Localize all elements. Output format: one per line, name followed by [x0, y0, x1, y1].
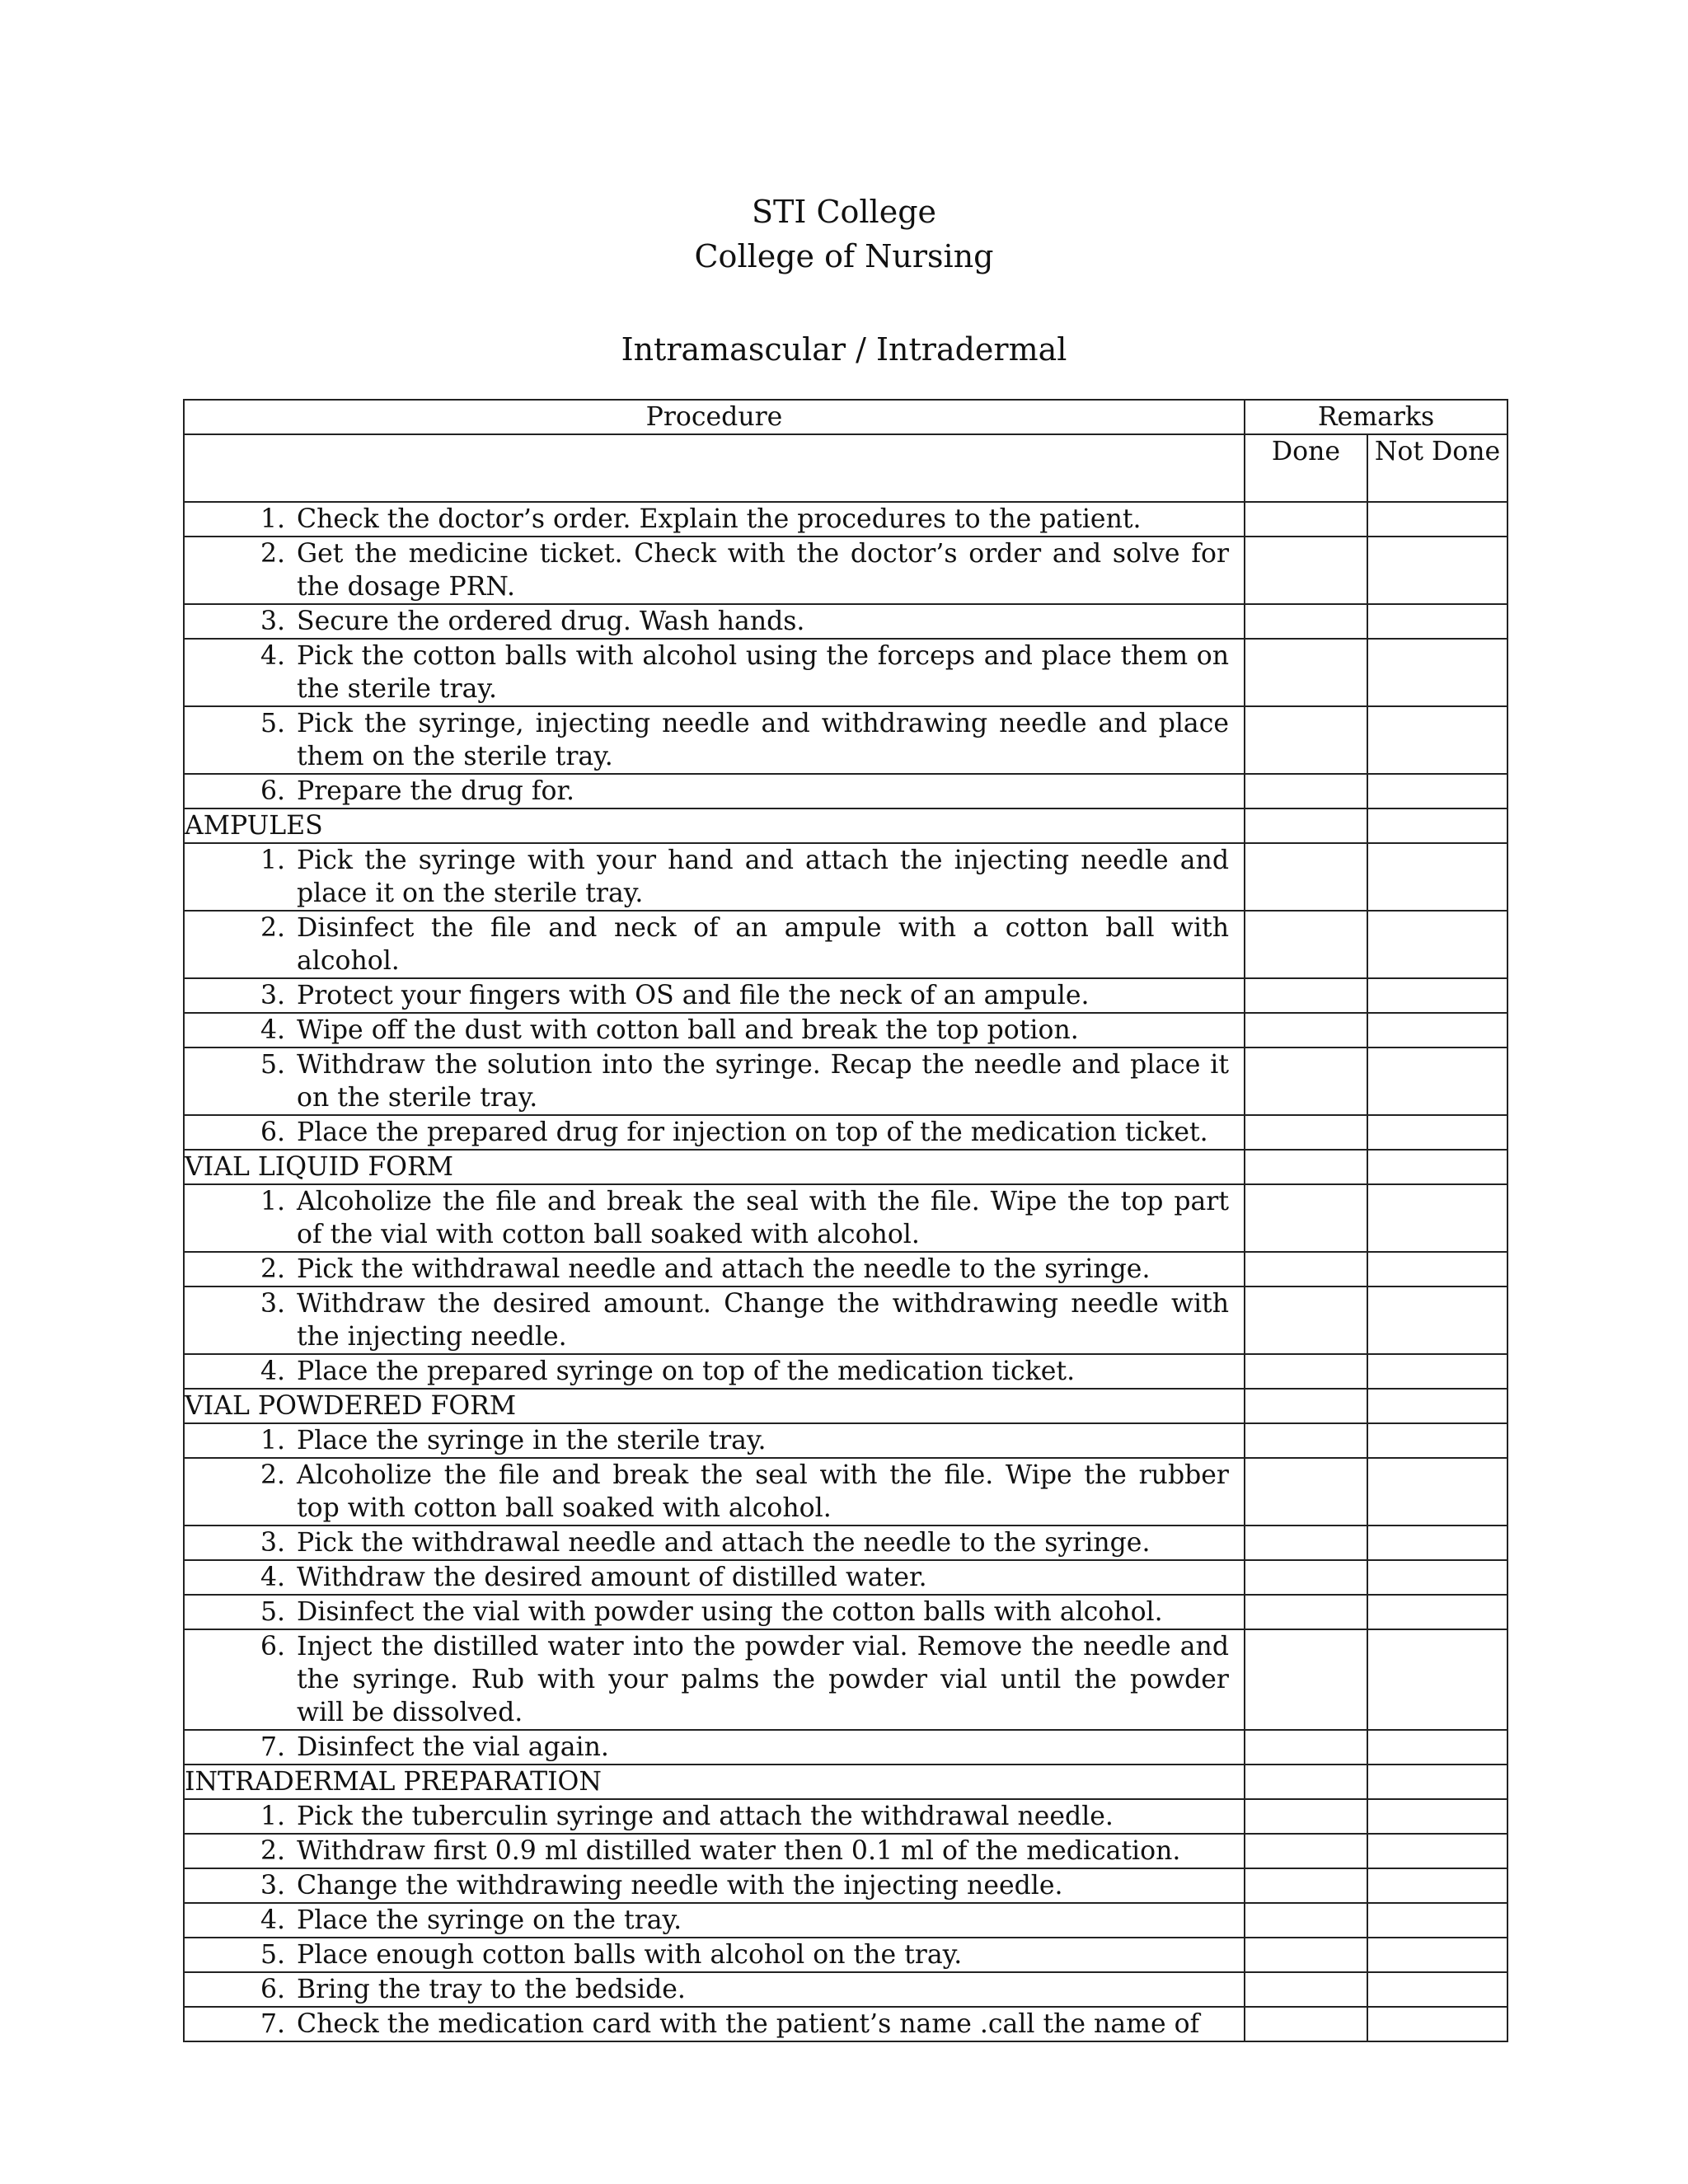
table-row	[184, 1972, 1507, 2007]
step-item	[185, 1835, 1244, 1868]
step-text: Bring the tray to the bedside.	[297, 1975, 686, 2004]
not-done-cell[interactable]	[1367, 1013, 1507, 1047]
step-number: 5.	[260, 709, 285, 738]
done-cell[interactable]	[1245, 1286, 1367, 1354]
done-cell[interactable]	[1245, 1150, 1367, 1184]
table-row	[184, 1047, 1507, 1115]
procedure-step	[184, 537, 1245, 604]
not-done-cell[interactable]	[1367, 1526, 1507, 1560]
step-number: 4.	[260, 1905, 285, 1935]
step-text: Check the doctor’s order. Explain the procedures to the patient.	[297, 504, 1142, 534]
step-number: 2.	[260, 1836, 285, 1866]
not-done-cell[interactable]	[1367, 1389, 1507, 1423]
not-done-cell[interactable]	[1367, 1423, 1507, 1458]
done-cell[interactable]	[1245, 639, 1367, 706]
table-row	[184, 1834, 1507, 1868]
procedure-step	[184, 604, 1245, 639]
done-cell[interactable]	[1245, 1595, 1367, 1629]
step-number: 4.	[260, 1015, 285, 1045]
step-text: Prepare the drug for.	[297, 776, 575, 806]
step-text: Inject the distilled water into the powder vial. Remove the needle and the syringe. Rub with your palms the powder vial until the powder will be dissolved.	[297, 1632, 1229, 1727]
done-cell[interactable]	[1245, 1560, 1367, 1595]
step-number: 5.	[260, 1940, 285, 1970]
not-done-cell[interactable]	[1367, 1047, 1507, 1115]
step-item	[185, 1596, 1244, 1629]
procedure-step	[184, 1595, 1245, 1629]
done-cell[interactable]	[1245, 1903, 1367, 1938]
not-done-cell[interactable]	[1367, 808, 1507, 843]
step-number: 3.	[260, 981, 285, 1010]
procedure-step	[184, 1560, 1245, 1595]
done-cell[interactable]	[1245, 1868, 1367, 1903]
section-heading: INTRADERMAL PREPARATION	[184, 1765, 1245, 1799]
procedure-step	[184, 1458, 1245, 1526]
done-cell[interactable]	[1245, 1799, 1367, 1834]
step-item	[185, 1287, 1244, 1353]
step-item	[185, 503, 1244, 536]
table-row	[184, 537, 1507, 604]
step-item	[185, 844, 1244, 910]
step-item	[185, 1630, 1244, 1729]
procedure-step	[184, 1629, 1245, 1730]
procedure-subheader-blank	[184, 434, 1245, 502]
step-number: 1.	[260, 1802, 285, 1831]
done-cell[interactable]	[1245, 1730, 1367, 1765]
done-cell[interactable]	[1245, 1047, 1367, 1115]
not-done-cell[interactable]	[1367, 1972, 1507, 2007]
step-number: 3.	[260, 1871, 285, 1900]
not-done-cell[interactable]	[1367, 911, 1507, 978]
done-cell[interactable]	[1245, 1423, 1367, 1458]
table-row	[184, 502, 1507, 537]
step-text: Pick the syringe with your hand and attach the injecting needle and place it on the sterile tray.	[297, 846, 1229, 908]
not-done-cell[interactable]	[1367, 1629, 1507, 1730]
procedure-step	[184, 1286, 1245, 1354]
step-item	[185, 707, 1244, 773]
step-number: 4.	[260, 1357, 285, 1386]
step-item	[185, 1800, 1244, 1833]
done-cell[interactable]	[1245, 2007, 1367, 2041]
step-text: Pick the syringe, injecting needle and withdrawing needle and place them on the sterile tray.	[297, 709, 1229, 771]
step-item	[185, 1561, 1244, 1594]
remarks-header: Remarks	[1245, 400, 1507, 434]
done-cell[interactable]	[1245, 1458, 1367, 1526]
step-number: 1.	[260, 1187, 285, 1216]
procedure-step	[184, 1730, 1245, 1765]
procedure-step	[184, 978, 1245, 1013]
not-done-cell[interactable]	[1367, 1595, 1507, 1629]
done-cell[interactable]	[1245, 808, 1367, 843]
not-done-cell[interactable]	[1367, 774, 1507, 808]
procedure-step	[184, 639, 1245, 706]
table-row	[184, 1354, 1507, 1389]
step-number: 6.	[260, 1632, 285, 1661]
step-item	[185, 1869, 1244, 1902]
not-done-cell[interactable]	[1367, 1115, 1507, 1150]
step-text: Place enough cotton balls with alcohol on the tray.	[297, 1940, 963, 1970]
section-row	[184, 1389, 1507, 1423]
table-row	[184, 1013, 1507, 1047]
step-item	[185, 1014, 1244, 1047]
not-done-cell[interactable]	[1367, 1938, 1507, 1972]
section-row	[184, 808, 1507, 843]
step-text: Place the prepared syringe on top of the medication ticket.	[297, 1357, 1076, 1386]
step-item	[185, 640, 1244, 705]
not-done-cell[interactable]	[1367, 639, 1507, 706]
done-cell[interactable]	[1245, 604, 1367, 639]
not-done-cell[interactable]	[1367, 1286, 1507, 1354]
done-cell[interactable]	[1245, 706, 1367, 774]
step-number: 1.	[260, 1426, 285, 1455]
step-text: Pick the tuberculin syringe and attach the withdrawal needle.	[297, 1802, 1114, 1831]
procedure-step	[184, 774, 1245, 808]
not-done-cell[interactable]	[1367, 1730, 1507, 1765]
step-text: Wipe off the dust with cotton ball and break the top potion.	[297, 1015, 1079, 1045]
procedure-step	[184, 1834, 1245, 1868]
step-text: Disinfect the vial with powder using the cotton balls with alcohol.	[297, 1597, 1163, 1627]
step-text: Place the prepared drug for injection on top of the medication ticket.	[297, 1118, 1208, 1147]
section-heading: VIAL POWDERED FORM	[184, 1389, 1245, 1423]
section-heading: AMPULES	[184, 808, 1245, 843]
not-done-cell[interactable]	[1367, 1868, 1507, 1903]
step-number: 2.	[260, 1460, 285, 1490]
step-item	[185, 1424, 1244, 1457]
step-number: 5.	[260, 1050, 285, 1080]
table-row	[184, 1595, 1507, 1629]
procedure-checklist-table	[183, 399, 1508, 2042]
step-text: Protect your fingers with OS and file the neck of an ampule.	[297, 981, 1090, 1010]
table-row	[184, 706, 1507, 774]
done-cell[interactable]	[1245, 1354, 1367, 1389]
step-text: Withdraw the desired amount of distilled water.	[297, 1563, 927, 1592]
step-text: Pick the withdrawal needle and attach the needle to the syringe.	[297, 1254, 1151, 1284]
table-row	[184, 1115, 1507, 1150]
procedure-step	[184, 1252, 1245, 1286]
procedure-step	[184, 1354, 1245, 1389]
step-item	[185, 1904, 1244, 1937]
not-done-cell[interactable]	[1367, 1799, 1507, 1834]
procedure-step	[184, 843, 1245, 911]
step-item	[185, 1355, 1244, 1388]
table-row	[184, 1799, 1507, 1834]
not-done-cell[interactable]	[1367, 978, 1507, 1013]
step-text: Check the medication card with the patient’s name .call the name of	[297, 2009, 1200, 2039]
table-row	[184, 843, 1507, 911]
table-row	[184, 1868, 1507, 1903]
step-number: 6.	[260, 1975, 285, 2004]
section-heading: VIAL LIQUID FORM	[184, 1150, 1245, 1184]
not-done-cell[interactable]	[1367, 502, 1507, 537]
not-done-cell[interactable]	[1367, 604, 1507, 639]
step-number: 6.	[260, 1118, 285, 1147]
table-row	[184, 1252, 1507, 1286]
done-cell[interactable]	[1245, 1184, 1367, 1252]
step-number: 1.	[260, 846, 285, 875]
done-cell[interactable]	[1245, 1389, 1367, 1423]
step-item	[185, 1116, 1244, 1149]
done-cell[interactable]	[1245, 1765, 1367, 1799]
not-done-cell[interactable]	[1367, 1252, 1507, 1286]
step-number: 2.	[260, 1254, 285, 1284]
procedure-step	[184, 1115, 1245, 1150]
done-cell[interactable]	[1245, 774, 1367, 808]
table-row	[184, 1730, 1507, 1765]
step-text: Place the syringe in the sterile tray.	[297, 1426, 767, 1455]
not-done-cell[interactable]	[1367, 706, 1507, 774]
not-done-cell[interactable]	[1367, 1560, 1507, 1595]
table-row	[184, 639, 1507, 706]
step-text: Change the withdrawing needle with the injecting needle.	[297, 1871, 1063, 1900]
procedure-step	[184, 1903, 1245, 1938]
step-item	[185, 775, 1244, 808]
done-cell[interactable]	[1245, 1252, 1367, 1286]
procedure-step	[184, 1013, 1245, 1047]
not-done-header: Not Done	[1367, 434, 1507, 502]
step-number: 3.	[260, 1289, 285, 1319]
not-done-cell[interactable]	[1367, 537, 1507, 604]
table-row	[184, 1629, 1507, 1730]
step-text: Disinfect the file and neck of an ampule with a cotton ball with alcohol.	[297, 913, 1229, 976]
procedure-step	[184, 1423, 1245, 1458]
table-row	[184, 1184, 1507, 1252]
not-done-cell[interactable]	[1367, 1903, 1507, 1938]
step-number: 7.	[260, 1732, 285, 1762]
step-number: 1.	[260, 504, 285, 534]
table-row	[184, 911, 1507, 978]
step-number: 2.	[260, 539, 285, 569]
table-row	[184, 1938, 1507, 1972]
not-done-cell[interactable]	[1367, 843, 1507, 911]
step-text: Pick the withdrawal needle and attach the needle to the syringe.	[297, 1528, 1151, 1558]
table-row	[184, 1286, 1507, 1354]
step-item	[185, 1253, 1244, 1286]
step-number: 7.	[260, 2009, 285, 2039]
procedure-step	[184, 502, 1245, 537]
table-row	[184, 1903, 1507, 1938]
done-cell[interactable]	[1245, 1972, 1367, 2007]
step-text: Disinfect the vial again.	[297, 1732, 609, 1762]
table-header-row	[184, 400, 1507, 434]
procedure-step	[184, 1868, 1245, 1903]
table-row	[184, 1560, 1507, 1595]
procedure-header: Procedure	[184, 400, 1245, 434]
step-text: Get the medicine ticket. Check with the doctor’s order and solve for the dosage PRN.	[297, 539, 1229, 602]
not-done-cell[interactable]	[1367, 1765, 1507, 1799]
procedure-step	[184, 2007, 1245, 2041]
step-number: 3.	[260, 607, 285, 636]
procedure-step	[184, 706, 1245, 774]
step-number: 6.	[260, 776, 285, 806]
table-row	[184, 604, 1507, 639]
step-item	[185, 1048, 1244, 1114]
step-item	[185, 605, 1244, 638]
done-cell[interactable]	[1245, 502, 1367, 537]
table-row	[184, 2007, 1507, 2041]
step-item	[185, 1526, 1244, 1559]
done-cell[interactable]	[1245, 1115, 1367, 1150]
step-item	[185, 979, 1244, 1012]
table-row	[184, 1423, 1507, 1458]
procedure-step	[184, 911, 1245, 978]
done-cell[interactable]	[1245, 537, 1367, 604]
section-row	[184, 1150, 1507, 1184]
step-item	[185, 912, 1244, 977]
done-cell[interactable]	[1245, 911, 1367, 978]
section-row	[184, 1765, 1507, 1799]
done-cell[interactable]	[1245, 1526, 1367, 1560]
done-cell[interactable]	[1245, 1834, 1367, 1868]
step-item	[185, 1731, 1244, 1764]
done-cell[interactable]	[1245, 978, 1367, 1013]
step-number: 4.	[260, 1563, 285, 1592]
department-name: College of Nursing	[694, 238, 994, 274]
step-item	[185, 1973, 1244, 2006]
step-text: Alcoholize the file and break the seal with the file. Wipe the rubber top with cotton ball soaked with alcohol.	[297, 1460, 1229, 1523]
not-done-cell[interactable]	[1367, 1354, 1507, 1389]
procedure-step	[184, 1047, 1245, 1115]
table-row	[184, 1458, 1507, 1526]
table-subheader-row	[184, 434, 1507, 502]
done-cell[interactable]	[1245, 843, 1367, 911]
step-text: Place the syringe on the tray.	[297, 1905, 682, 1935]
table-row	[184, 978, 1507, 1013]
table-row	[184, 1526, 1507, 1560]
procedure-step	[184, 1184, 1245, 1252]
not-done-cell[interactable]	[1367, 1458, 1507, 1526]
procedure-step	[184, 1938, 1245, 1972]
done-cell[interactable]	[1245, 1013, 1367, 1047]
not-done-cell[interactable]	[1367, 1184, 1507, 1252]
procedure-step	[184, 1526, 1245, 1560]
not-done-cell[interactable]	[1367, 1834, 1507, 1868]
step-text: Alcoholize the file and break the seal with the file. Wipe the top part of the vial with cotton ball soaked with alcohol.	[297, 1187, 1229, 1249]
step-number: 5.	[260, 1597, 285, 1627]
step-item	[185, 2008, 1244, 2041]
step-number: 3.	[260, 1528, 285, 1558]
step-text: Withdraw first 0.9 ml distilled water then 0.1 ml of the medication.	[297, 1836, 1181, 1866]
step-item	[185, 1185, 1244, 1251]
step-text: Secure the ordered drug. Wash hands.	[297, 607, 805, 636]
document-title: Intramascular / Intradermal	[621, 331, 1067, 368]
done-cell[interactable]	[1245, 1629, 1367, 1730]
step-text: Withdraw the desired amount. Change the withdrawing needle with the injecting needle.	[297, 1289, 1229, 1352]
done-header: Done	[1245, 434, 1367, 502]
not-done-cell[interactable]	[1367, 2007, 1507, 2041]
institution-name: STI College	[751, 194, 937, 230]
step-number: 4.	[260, 641, 285, 671]
procedure-step	[184, 1972, 1245, 2007]
table-row	[184, 774, 1507, 808]
step-item	[185, 1938, 1244, 1971]
step-item	[185, 1459, 1244, 1525]
not-done-cell[interactable]	[1367, 1150, 1507, 1184]
done-cell[interactable]	[1245, 1938, 1367, 1972]
document-header	[0, 190, 1688, 279]
procedure-step	[184, 1799, 1245, 1834]
step-number: 2.	[260, 913, 285, 943]
step-item	[185, 537, 1244, 603]
step-text: Pick the cotton balls with alcohol using the forceps and place them on the sterile tray.	[297, 641, 1229, 704]
step-text: Withdraw the solution into the syringe. Recap the needle and place it on the sterile tray.	[297, 1050, 1229, 1113]
